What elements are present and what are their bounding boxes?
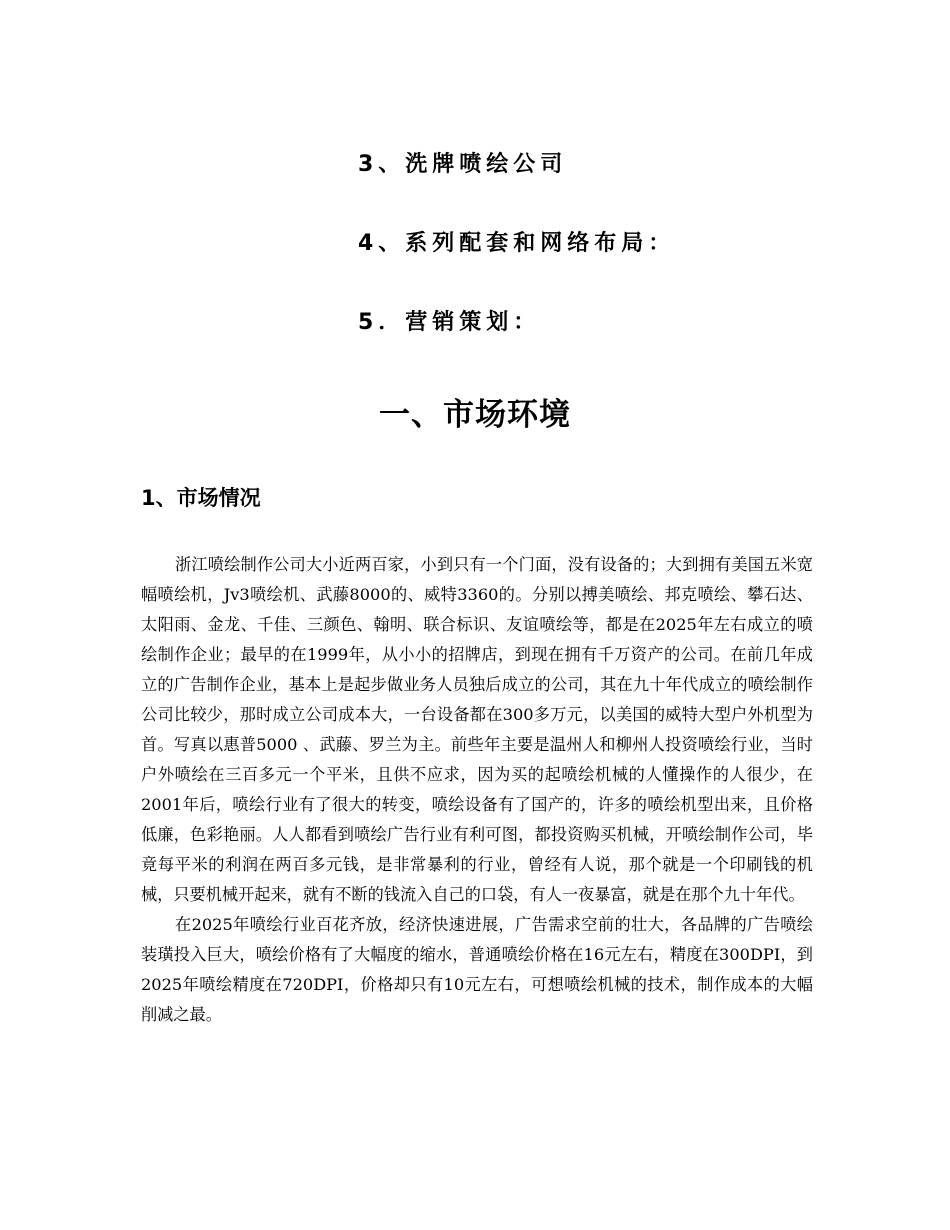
section-heading: 1、市场情况 <box>141 486 261 510</box>
paragraph: 浙江喷绘制作公司大小近两百家，小到只有一个门面，没有设备的；大到拥有美国五米宽幅喷绘机，Jv3喷绘机、武藤8000的、威特3360的。分别以搏美喷绘、邦克喷绘、攀石达、太阳雨、金龙、千佳、三颜色、翰明、联合标识、友谊喷绘等，都是在2025年左右成立的喷绘制作企业；最早的在1999年，从小小的招牌店，到现在拥有千万资产的公司。在前几年成立的广告制作企业，基本上是起步做业务人员独后成立的公司，其在九十年代成立的喷绘制作公司比较少，那时成立公司成本大，一台设备都在300多万元，以美国的威特大型户外机型为首。写真以惠普5000 、武藤、罗兰为主。前些年主要是温州人和柳州人投资喷绘行业，当时户外喷绘在三百多元一个平米，且供不应求，因为买的起喷绘机械的人懂操作的人很少，在2001年后，喷绘行业有了很大的转变，喷绘设备有了国产的，许多的喷绘机型出来，且价格低廉，色彩艳丽。人人都看到喷绘广告行业有利可图，都投资购买机械，开喷绘制作公司，毕竟每平米的利润在两百多元钱，是非常暴利的行业，曾经有人说，那个就是一个印刷钱的机械，只要机械开起来，就有不断的钱流入自己的口袋，有人一夜暴富，就是在那个九十年代。 <box>141 555 813 904</box>
body-text <box>141 550 813 1030</box>
outline-item-4: 4、系列配套和网络布局： <box>358 231 676 256</box>
outline-item-5: 5．营销策划： <box>358 310 541 335</box>
paragraph: 在2025年喷绘行业百花齐放，经济快速进展，广告需求空前的壮大，各品牌的广告喷绘装璜投入巨大，喷绘价格有了大幅度的缩水，普通喷绘价格在16元左右，精度在300DPI，到2025年喷绘精度在720DPI，价格却只有10元左右，可想喷绘机械的技术，制作成本的大幅削减之最。 <box>141 915 813 1024</box>
chapter-heading: 一、市场环境 <box>379 397 571 433</box>
outline-list <box>358 148 778 385</box>
outline-item-3: 3、洗牌喷绘公司 <box>358 152 568 177</box>
